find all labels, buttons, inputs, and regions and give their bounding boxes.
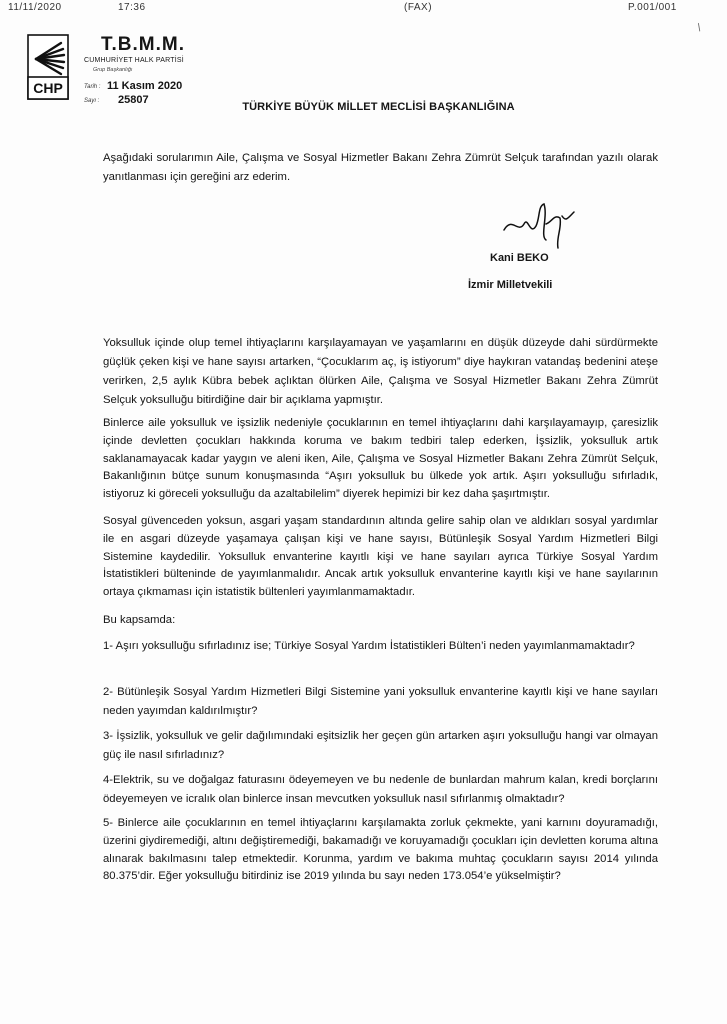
fax-time: 17:36 <box>118 2 146 13</box>
number-label: Sayı : <box>84 98 100 104</box>
fax-mark: / <box>695 21 704 35</box>
signatory-title: İzmir Milletvekili <box>468 279 553 291</box>
document-heading: TÜRKİYE BÜYÜK MİLLET MECLİSİ BAŞKANLIĞINA <box>242 101 515 113</box>
question-item: 5- Binlerce aile çocuklarının en temel ihtiyaçlarını karşılamakta zorluk çekmekte, yani karnını doyuramadığı, üzerini giydiremediği, altını değiştiremediği, bakamadığı ve koruyamadığı çocukları için devletten koruma altına alınarak bakılmasını talep etmektedir. Korunma, yardım ve bakıma muhtaç çocukların sayısı 2014 yılında 80.375’dir. Eğer yoksulluğu bitirdiniz ise 2019 yılında bu sayı neden 173.054’e yükselmiştir? <box>103 817 658 883</box>
fax-date: 11/11/2020 <box>8 2 62 13</box>
number-value: 25807 <box>118 94 149 106</box>
body-paragraph: Sosyal güvenceden yoksun, asgari yaşam standardının altında gelire sahip olan ve aldıkları sosyal yardımlar ile en asgari düzeyde yaşamaya çalışan kişi ve hane sayısı, Bütünleşik Sosyal Yardım Hizmetleri Bilgi Sistemine kaydedilir. Yoksulluk envanterine kayıtlı kişi ve hane sayıları ayrıca Türkiye Sosyal Yardım İstatistikleri bülteninde de yayımlanmalıdır. Ancak artık yoksulluk envanterine kayıtlı kişi ve hane sayılarının ortaya çıkmaması için istatistik bültenleri yayımlanmamaktadır. <box>103 515 658 599</box>
signature <box>500 196 580 255</box>
body-paragraph: Yoksulluk içinde olup temel ihtiyaçlarını karşılayamayan ve yaşamlarını en düşük düzeyde dahi sürdürmekte güçlük çeken kişi ve hane sayısı artarken, “Çocuklarım aç, iş istiyorum” diye haykıran vatandaş bedenini ateşe verirken, 2,5 aylık Kübra bebek açlıktan ölürken Aile, Çalışma ve Sosyal Hizmetler Bakanı Zehra Zümrüt Selçuk yoksulluğu bitirdiğine dair bir açıklama yapmıştır. <box>103 337 658 406</box>
logo-text: CHP <box>33 80 63 96</box>
group-name: Grup Başkanlığı <box>93 67 133 73</box>
date-value: 11 Kasım 2020 <box>107 80 183 92</box>
chp-logo <box>27 34 69 100</box>
body-paragraph: Binlerce aile yoksulluk ve işsizlik nedeniyle çocuklarının en temel ihtiyaçlarını dahi karşılayamayıp, çaresizlik içinde devletten çocukları hakkında koruma ve bakım tedbiri talep ederken, İşsizlik, yoksulluk artık saklanamayacak kadar yaygın ve aleni iken, Aile, Çalışma ve Sosyal Hizmetler Bakanı Zehra Zümrüt Selçuk, Bakanlığının bütçe sunum konuşmasında “Aşırı yoksulluk bu ülkede yok artık. Aşırı yoksulluğu sıfırladık, istiyoruz ki göreceli yoksulluğu da azaltabilelim” diyerek hepimizi bir kez daha şaşırtmıştır. <box>103 417 658 501</box>
intro-paragraph: Aşağıdaki sorularımın Aile, Çalışma ve Sosyal Hizmetler Bakanı Zehra Zümrüt Selçuk tarafından yazılı olarak yanıtlanması için gereğini arz ederim. <box>103 152 658 183</box>
question-item: 1- Aşırı yoksulluğu sıfırladınız ise; Türkiye Sosyal Yardım İstatistikleri Bülten’i neden yayımlanmamaktadır? <box>103 640 635 652</box>
fax-header <box>0 2 727 16</box>
question-item: 4-Elektrik, su ve doğalgaz faturasını ödeyemeyen ve bu nedenle de bunlardan mahrum kalan, kredi borçlarını ödeyemeyen ve icralık olan binlerce insan mevcutken yoksulluk nasıl sıfırlanmış olmaktadır? <box>103 774 658 805</box>
party-name: CUMHURİYET HALK PARTİSİ <box>84 57 184 64</box>
date-label: Tarih : <box>84 84 101 90</box>
body-paragraph: Bu kapsamda: <box>103 614 176 626</box>
org-name: T.B.M.M. <box>101 34 185 55</box>
question-item: 3- İşsizlik, yoksulluk ve gelir dağılımındaki eşitsizlik her geçen gün artarken aşırı yoksulluğu hangi var olmayan güç ile nasıl sıfırladınız? <box>103 730 658 761</box>
signatory-name: Kani BEKO <box>490 252 549 264</box>
question-item: 2- Bütünleşik Sosyal Yardım Hizmetleri Bilgi Sistemine yani yoksulluk envanterine kayıtlı kişi ve hane sayıları neden yayımdan kaldırılmıştır? <box>103 686 658 717</box>
fax-page: P.001/001 <box>628 2 677 13</box>
fax-mode: (FAX) <box>404 2 433 13</box>
